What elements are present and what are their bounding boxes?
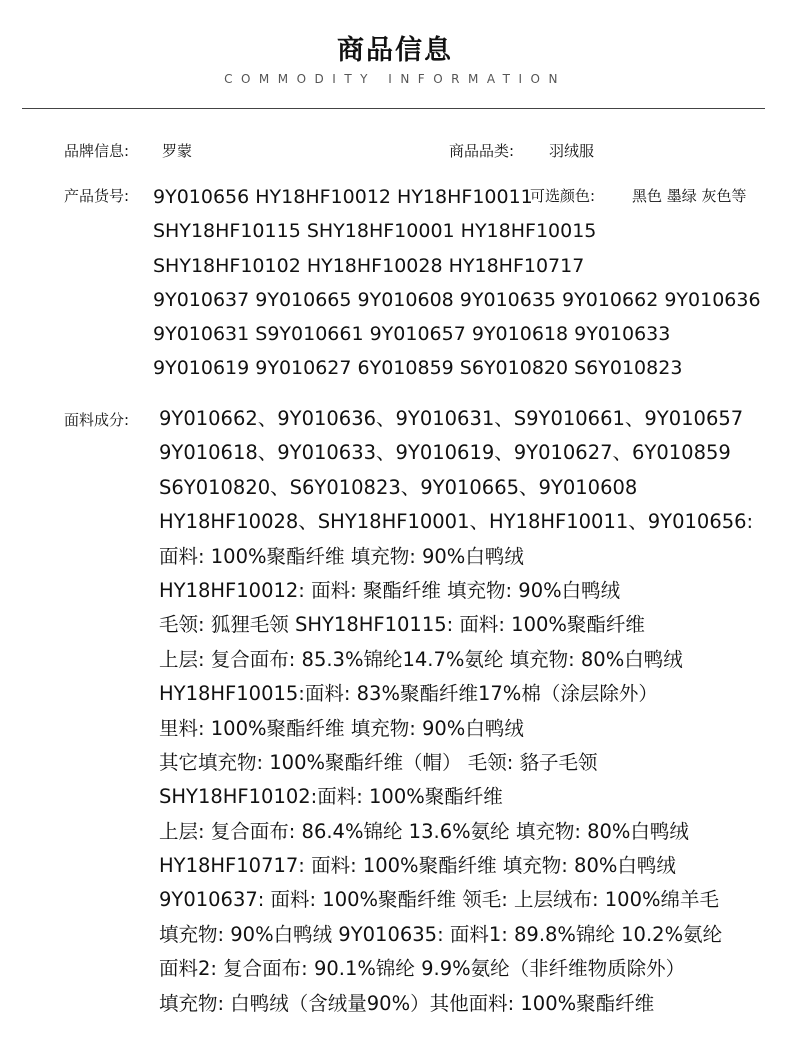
fabric-line: HY18HF10717: 面料: 100%聚酯纤维 填充物: 80%白鸭绒 [159,854,676,878]
product-code-label: 产品货号: [64,187,130,205]
fabric-line: SHY18HF10102:面料: 100%聚酯纤维 [159,785,503,809]
fabric-label: 面料成分: [64,411,130,429]
fabric-composition-list [159,402,753,1021]
fabric-line: 上层: 复合面布: 86.4%锦纶 13.6%氨纶 填充物: 80%白鸭绒 [159,819,689,843]
section-subtitle: COMMODITY INFORMATION [224,72,566,86]
fabric-line: 上层: 复合面布: 85.3%锦纶14.7%氨纶 填充物: 80%白鸭绒 [159,647,683,671]
category-label: 商品品类: [449,142,515,160]
color-value: 黑色 墨绿 灰色等 [632,187,747,205]
product-code-line: SHY18HF10115 SHY18HF10001 HY18HF10015 [153,220,597,243]
fabric-line: 9Y010637: 面料: 100%聚酯纤维 领毛: 上层绒布: 100%绵羊毛 [159,888,720,912]
product-code-line: 9Y010656 HY18HF10012 HY18HF10011 [153,186,533,208]
fabric-line: 9Y010618、9Y010633、9Y010619、9Y010627、6Y010859 [159,441,731,465]
product-code-line: SHY18HF10102 HY18HF10028 HY18HF10717 [153,254,585,277]
product-code-line: 9Y010637 9Y010665 9Y010608 9Y010635 9Y010662 9Y010636 [153,288,761,311]
fabric-line: 其它填充物: 100%聚酯纤维（帽） 毛领: 貉子毛领 [159,750,598,774]
brand-label: 品牌信息: [64,142,130,160]
brand-value: 罗蒙 [162,142,193,160]
category-value: 羽绒服 [549,142,595,160]
fabric-line: 填充物: 白鸭绒（含绒量90%）其他面料: 100%聚酯纤维 [159,991,655,1015]
fabric-line: 毛领: 狐狸毛领 SHY18HF10115: 面料: 100%聚酯纤维 [159,613,645,637]
color-label: 可选颜色: [530,187,596,205]
fabric-line: HY18HF10028、SHY18HF10001、HY18HF10011、9Y010656: [159,510,754,534]
fabric-line: 面料: 100%聚酯纤维 填充物: 90%白鸭绒 [159,544,524,568]
fabric-line: HY18HF10015:面料: 83%聚酯纤维17%棉（涂层除外） [159,682,658,706]
header-divider [22,108,765,109]
fabric-line: HY18HF10012: 面料: 聚酯纤维 填充物: 90%白鸭绒 [159,578,621,602]
product-code-list [153,180,761,386]
section-title: 商品信息 [337,35,453,66]
fabric-line: S6Y010820、S6Y010823、9Y010665、9Y010608 [159,475,638,499]
product-code-line: 9Y010631 S9Y010661 9Y010657 9Y010618 9Y010633 [153,323,671,346]
fabric-line: 里料: 100%聚酯纤维 填充物: 90%白鸭绒 [159,716,524,740]
fabric-line: 面料2: 复合面布: 90.1%锦纶 9.9%氨纶（非纤维物质除外） [159,957,686,981]
fabric-line: 填充物: 90%白鸭绒 9Y010635: 面料1: 89.8%锦纶 10.2%氨纶 [159,922,723,946]
product-code-line: 9Y010619 9Y010627 6Y010859 S6Y010820 S6Y010823 [153,357,683,380]
fabric-line: 9Y010662、9Y010636、9Y010631、S9Y010661、9Y010657 [159,407,744,430]
